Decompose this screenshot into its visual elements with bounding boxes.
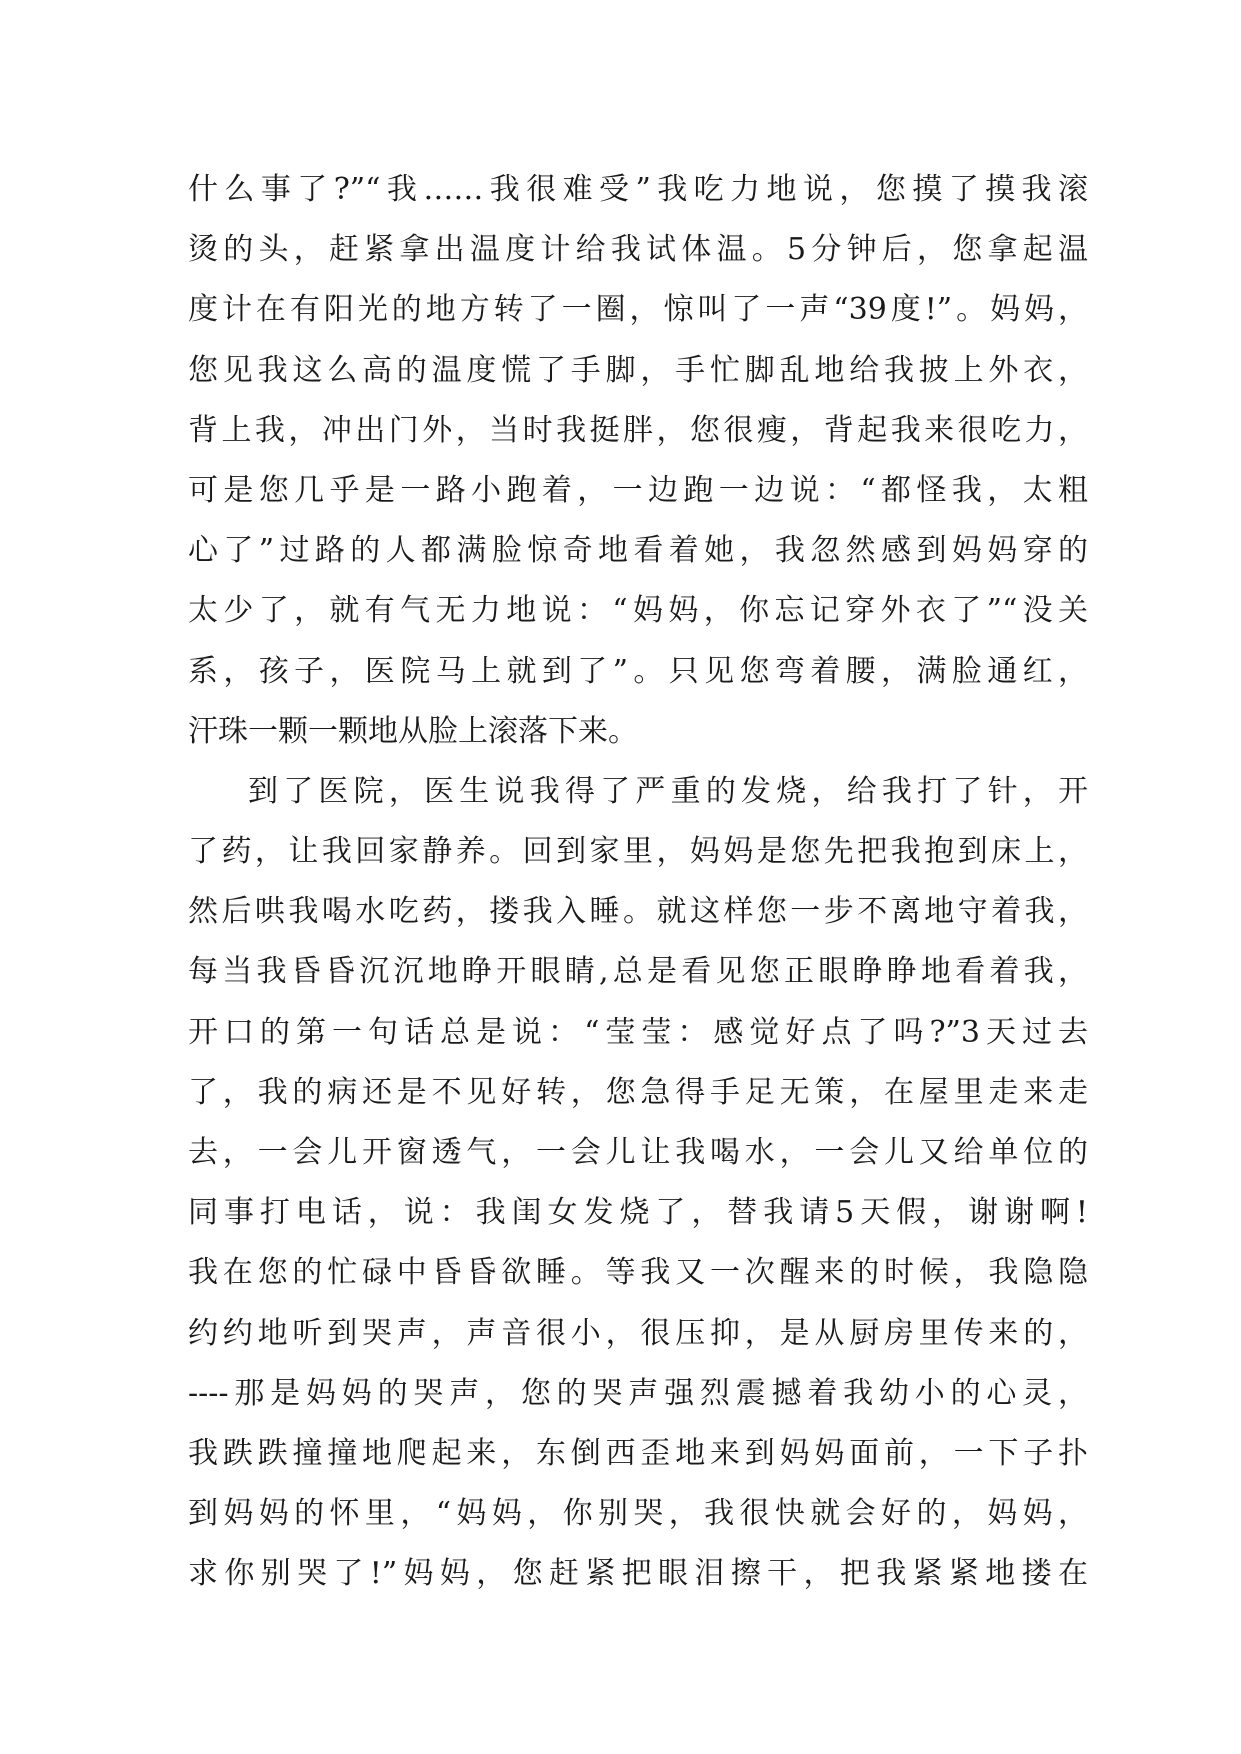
text-line: 到了医院，医生说我得了严重的发烧，给我打了针，开 [248,773,1088,809]
text-line: 心了”过路的人都满脸惊奇地看着她，我忽然感到妈妈穿的 [188,533,1088,569]
text-line: 可是您几乎是一路小跑着，一边跑一边说：“都怪我，太粗 [188,472,1088,508]
text-line: 开口的第一句话总是说：“莹莹：感觉好点了吗?”3天过去 [188,1014,1088,1050]
text-line: 去，一会儿开窗透气，一会儿让我喝水，一会儿又给单位的 [188,1135,1088,1170]
text-line: 求你别哭了!”妈妈，您赶紧把眼泪擦干，把我紧紧地搂在 [188,1556,1088,1592]
text-line: 我跌跌撞撞地爬起来，东倒西歪地来到妈妈面前，一下子扑 [188,1435,1088,1471]
text-line: 约约地听到哭声，声音很小，很压抑，是从厨房里传来的， [188,1315,1088,1351]
text-line: 同事打电话，说：我闺女发烧了，替我请5天假，谢谢啊! [188,1195,1088,1231]
text-line: 汗珠一颗一颗地从脸上滚落下来。 [188,713,638,749]
text-line: 然后哄我喝水吃药，搂我入睡。就这样您一步不离地守着我， [188,894,1088,930]
text-line: 太少了，就有气无力地说：“妈妈，你忘记穿外衣了”“没关 [188,593,1088,629]
text-line: 背上我，冲出门外，当时我挺胖，您很瘦，背起我来很吃力， [188,412,1088,448]
paragraph-1 [188,160,1088,762]
text-line: 每当我昏昏沉沉地睁开眼睛,总是看见您正眼睁睁地看着我， [188,954,1088,990]
text-line: 您见我这么高的温度慌了手脚，手忙脚乱地给我披上外衣， [188,352,1088,388]
text-line: 烫的头，赶紧拿出温度计给我试体温。5分钟后，您拿起温 [188,232,1088,268]
text-line: ----那是妈妈的哭声，您的哭声强烈震撼着我幼小的心灵， [188,1375,1088,1411]
text-line: 系，孩子，医院马上就到了”。只见您弯着腰，满脸通红， [188,653,1088,689]
text-line: 到妈妈的怀里，“妈妈，你别哭，我很快就会好的，妈妈， [188,1496,1088,1532]
text-line: 我在您的忙碌中昏昏欲睡。等我又一次醒来的时候，我隐隐 [188,1255,1088,1291]
text-line: 了，我的病还是不见好转，您急得手足无策，在屋里走来走 [188,1074,1088,1110]
paragraph-2 [188,762,1088,1605]
text-line: 什么事了?”“我……我很难受”我吃力地说，您摸了摸我滚 [188,172,1088,207]
text-line: 了药，让我回家静养。回到家里，妈妈是您先把我抱到床上， [188,834,1088,870]
text-line: 度计在有阳光的地方转了一圈，惊叫了一声“39度!”。妈妈， [188,292,1088,328]
body-text [188,160,1088,1605]
